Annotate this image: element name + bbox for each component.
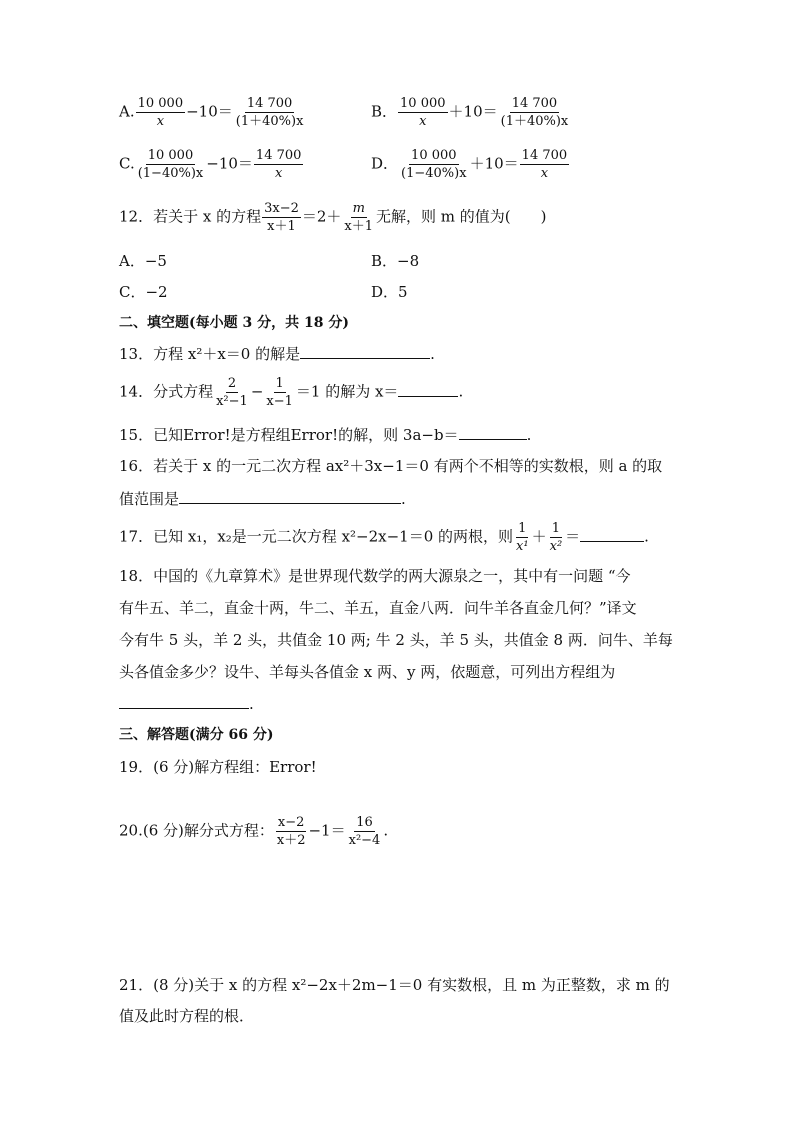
fraction: $\frac{1}{\text{x¹}}$ xyxy=(516,521,529,554)
fraction: $\frac{16}{\text{x²−4}}$ xyxy=(348,815,381,848)
answer-blank[interactable] xyxy=(459,424,527,440)
option-12-B: B．−8 xyxy=(371,252,420,270)
question-14: 14．分式方程 $\frac{2}{\text{x²−1}}$ − $\frac{1}{x-1}$ ＝1 的解为 x＝ . xyxy=(119,376,464,409)
fraction: $\frac{10 000}{x}$ xyxy=(137,96,184,129)
option-12-A: A．−5 xyxy=(119,252,167,270)
question-18-answer: . xyxy=(119,693,254,714)
option-11-C: C. $\frac{10 000}{(1-40\%)x}$ −10＝ $\frac{14 700}{x}$ xyxy=(119,148,302,181)
option-12-D: D．5 xyxy=(371,283,408,301)
answer-blank[interactable] xyxy=(119,693,249,709)
fraction: $\frac{10 000}{x}$ xyxy=(400,96,446,129)
question-15: 15．已知Error!是方程组Error!的解，则 3a−b＝ . xyxy=(119,426,532,444)
fraction: $\frac{2}{\text{x²−1}}$ xyxy=(216,376,248,409)
fraction: $\frac{14 700}{x}$ xyxy=(255,148,302,181)
fraction: $\frac{14 700}{x}$ xyxy=(521,148,568,181)
fraction: $\frac{m}{x+1}$ xyxy=(344,201,374,234)
question-18-line4: 头各值金多少？设牛、羊每头各值金 x 两、y 两，依题意，可列出方程组为 xyxy=(119,663,616,681)
question-18-line2: 有牛五、羊二，直金十两，牛二、羊五，直金八两．问牛羊各直金几何？”译文 xyxy=(119,599,637,617)
answer-blank[interactable] xyxy=(398,381,458,397)
question-19: 19．(6 分)解方程组：Error! xyxy=(119,758,317,776)
question-16-line1: 16．若关于 x 的一元二次方程 ax²＋3x−1＝0 有两个不相等的实数根，则 a 的取 xyxy=(119,457,663,475)
question-18-line3: 今有牛 5 头，羊 2 头，共值金 10 两; 牛 2 头，羊 5 头，共值金 8 两．问牛、羊每 xyxy=(119,631,673,649)
fraction: $\frac{1}{\text{x²}}$ xyxy=(549,521,563,554)
fraction: $\frac{10 000}{(1-40\%)x}$ xyxy=(401,148,467,181)
question-18-line1: 18．中国的《九章算术》是世界现代数学的两大源泉之一，其中有一问题 “今 xyxy=(119,567,631,585)
option-11-D: D． $\frac{10 000}{(1-40\%)x}$ ＋10＝ $\frac{14 700}{x}$ xyxy=(371,148,568,181)
section-heading-fill-in: 二、填空题(每小题 3 分，共 18 分) xyxy=(119,315,349,331)
answer-blank[interactable] xyxy=(179,488,401,504)
answer-blank[interactable] xyxy=(580,526,644,542)
fraction: $\frac{1}{x-1}$ xyxy=(266,376,293,409)
answer-blank[interactable] xyxy=(300,343,430,359)
question-21-line2: 值及此时方程的根． xyxy=(119,1007,255,1025)
option-11-A: A. $\frac{10 000}{x}$ −10＝ $\frac{14 700}{(1+40\%)x}$ xyxy=(119,96,304,129)
section-heading-answer: 三、解答题(满分 66 分) xyxy=(119,727,274,743)
question-12: 12．若关于 x 的方程 $\frac{3x-2}{x+1}$ ＝2＋ $\frac{m}{x+1}$ 无解，则 m 的值为( ) xyxy=(119,201,547,234)
question-20: 20.(6 分)解分式方程： $\frac{x-2}{x+2}$ −1＝ $\frac{16}{\text{x²−4}}$ . xyxy=(119,815,389,848)
fraction: $\frac{3x-2}{x+1}$ xyxy=(264,201,299,234)
fraction: $\frac{14 700}{(1+40\%)x}$ xyxy=(500,96,569,129)
question-16-line2: 值范围是 . xyxy=(119,490,406,508)
question-13: 13．方程 x²＋x＝0 的解是 . xyxy=(119,345,435,363)
fraction: $\frac{x-2}{x+2}$ xyxy=(276,815,306,848)
option-11-B: B． $\frac{10 000}{x}$ ＋10＝ $\frac{14 700}{(1+40\%)x}$ xyxy=(371,96,569,129)
fraction: $\frac{10 000}{(1-40\%)x}$ xyxy=(137,148,204,181)
question-17: 17．已知 x₁，x₂是一元二次方程 x²−2x−1＝0 的两根，则 $\frac{1}{\text{x¹}}$ ＋ $\frac{1}{\text{x²}}$ ＝ . xyxy=(119,521,649,554)
fraction: $\frac{14 700}{(1+40\%)x}$ xyxy=(235,96,304,129)
option-12-C: C．−2 xyxy=(119,283,168,301)
question-21-line1: 21．(8 分)关于 x 的方程 x²−2x＋2m−1＝0 有实数根，且 m 为正整数，求 m 的 xyxy=(119,976,670,994)
